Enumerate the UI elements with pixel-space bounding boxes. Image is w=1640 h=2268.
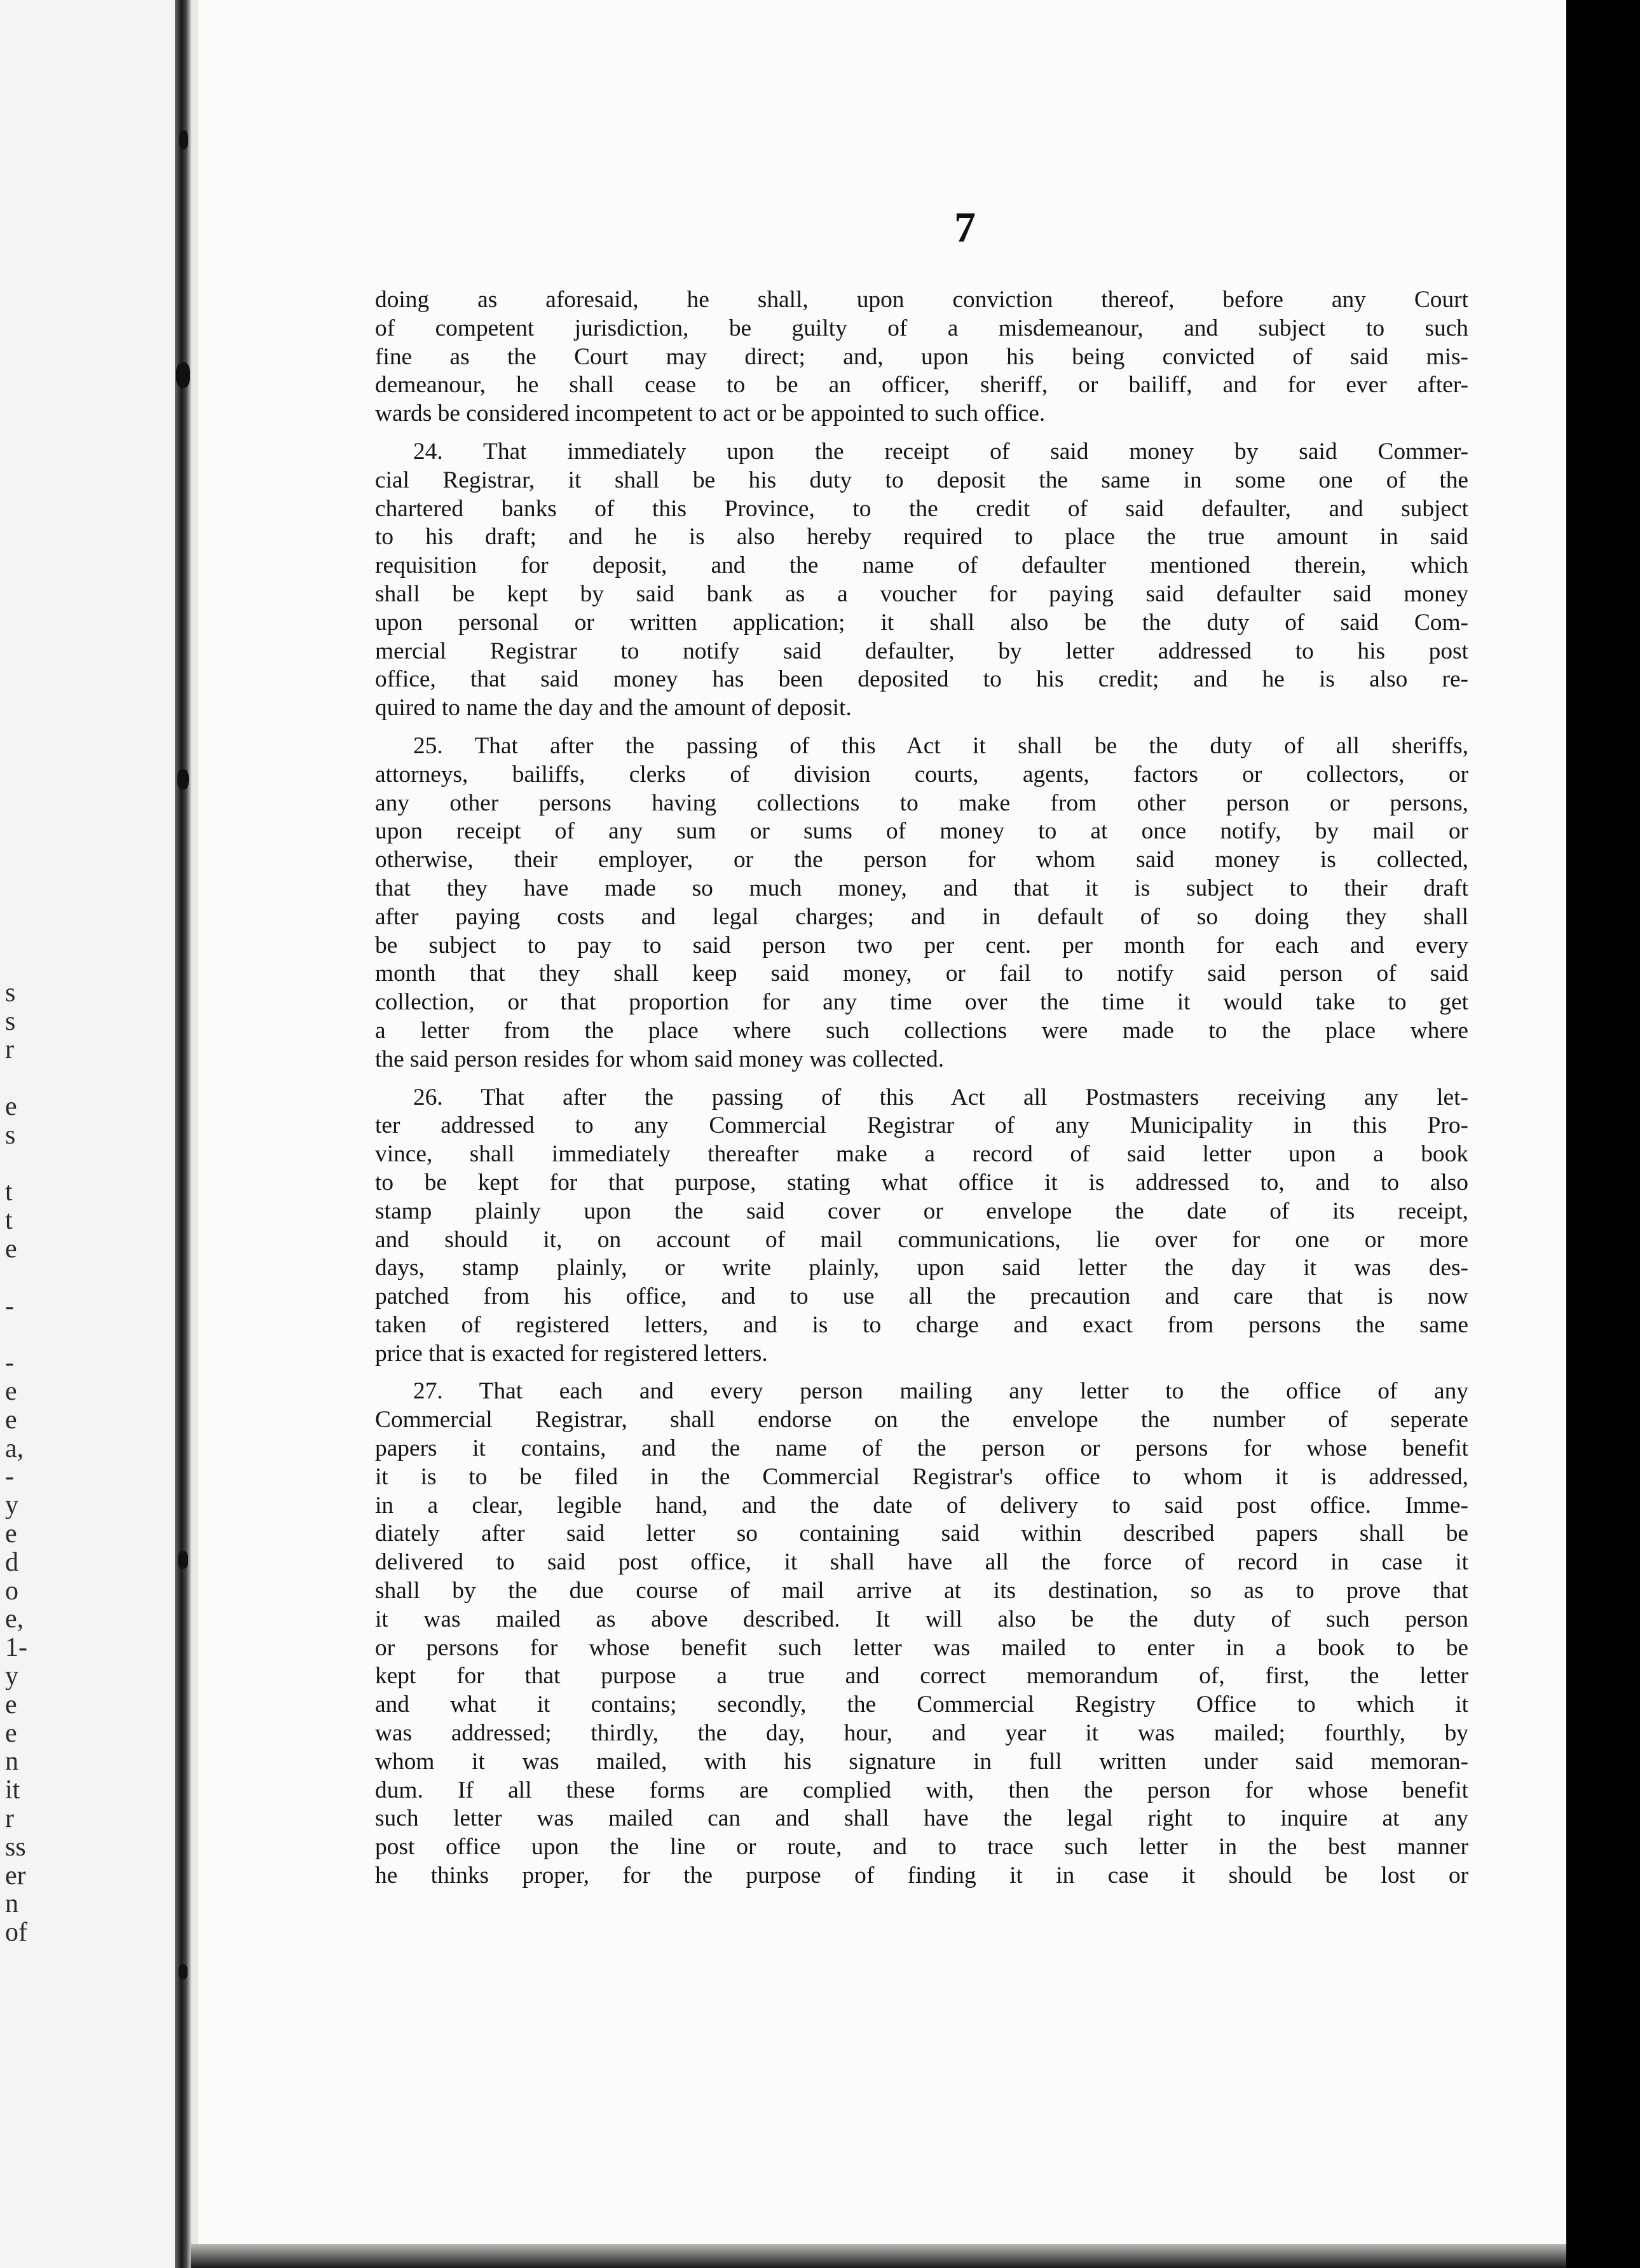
facing-page-letter: t bbox=[5, 1177, 13, 1207]
scan-border-right bbox=[1566, 0, 1640, 2268]
paragraph-p24 bbox=[375, 438, 1468, 723]
text-line: and should it, on account of mail communications, lie over for one or more bbox=[375, 1226, 1468, 1253]
facing-page-letter: 1- bbox=[5, 1633, 27, 1663]
facing-page-letter: - bbox=[5, 1462, 14, 1492]
text-line: in a clear, legible hand, and the date of delivery to said post office. Imme- bbox=[375, 1492, 1468, 1519]
facing-page-letter: e bbox=[5, 1091, 17, 1121]
facing-page-letter: n bbox=[5, 1889, 18, 1919]
text-line: wards be considered incompetent to act or be appointed to such office. bbox=[375, 400, 1046, 427]
facing-page-letter: e, bbox=[5, 1604, 24, 1634]
text-line: such letter was mailed can and shall have the legal right to inquire at any bbox=[375, 1805, 1468, 1832]
facing-page-letter: y bbox=[5, 1491, 18, 1520]
facing-page-letter: r bbox=[5, 1803, 14, 1833]
text-line: the said person resides for whom said money was collected. bbox=[375, 1046, 945, 1072]
text-line: or persons for whose benefit such letter was mailed to enter in a book to be bbox=[375, 1634, 1468, 1661]
text-line: taken of registered letters, and is to charge and exact from persons the same bbox=[375, 1311, 1468, 1338]
facing-page-letter: e bbox=[5, 1376, 17, 1406]
page-body bbox=[375, 286, 1468, 1890]
text-line: and what it contains; secondly, the Commercial Registry Office to which it bbox=[375, 1691, 1468, 1718]
text-line: upon receipt of any sum or sums of money to at once notify, by mail or bbox=[375, 818, 1468, 845]
text-line: days, stamp plainly, or write plainly, upon said letter the day it was des- bbox=[375, 1255, 1468, 1281]
facing-page-letter: n bbox=[5, 1747, 18, 1777]
document-page bbox=[198, 0, 1566, 2244]
text-line: he thinks proper, for the purpose of finding it in case it should be lost or bbox=[375, 1862, 1468, 1889]
facing-page-letter: r bbox=[5, 1035, 14, 1065]
text-line: patched from his office, and to use all the precaution and care that is now bbox=[375, 1283, 1468, 1310]
text-line: shall by the due course of mail arrive at its destination, so as to prove that bbox=[375, 1578, 1468, 1604]
facing-page-letter: a, bbox=[5, 1433, 24, 1463]
text-line: demeanour, he shall cease to be an officer, sheriff, or bailiff, and for ever after- bbox=[375, 372, 1468, 399]
text-line: month that they shall keep said money, or fail to notify said person of said bbox=[375, 960, 1468, 987]
text-line: it was mailed as above described. It will also be the duty of such person bbox=[375, 1606, 1468, 1632]
binding-mark bbox=[177, 769, 189, 789]
facing-page-letter: d bbox=[5, 1547, 18, 1577]
text-line: collection, or that proportion for any time over the time it would take to get bbox=[375, 989, 1468, 1016]
facing-page-letter: - bbox=[5, 1348, 14, 1378]
paragraph-p26 bbox=[375, 1084, 1468, 1369]
binding-mark bbox=[176, 362, 190, 388]
text-line: otherwise, their employer, or the person for whom said money is collected, bbox=[375, 847, 1468, 873]
facing-page-letter: e bbox=[5, 1690, 17, 1719]
text-line: to his draft; and he is also hereby required to place the true amount in said bbox=[375, 524, 1468, 550]
text-line: vince, shall immediately thereafter make a record of said letter upon a book bbox=[375, 1141, 1468, 1168]
facing-page-letter: er bbox=[5, 1861, 26, 1890]
binding-mark bbox=[179, 130, 188, 149]
text-line: office, that said money has been deposited to his credit; and he is also re- bbox=[375, 666, 1468, 693]
facing-page-letter: s bbox=[5, 1120, 16, 1150]
text-line: any other persons having collections to make from other person or persons, bbox=[375, 789, 1468, 816]
text-line: stamp plainly upon the said cover or envelope the date of its receipt, bbox=[375, 1198, 1468, 1224]
text-line: price that is exacted for registered letters. bbox=[375, 1340, 768, 1367]
text-line: requisition for deposit, and the name of defaulter mentioned therein, which bbox=[375, 552, 1468, 579]
facing-page-letter: e bbox=[5, 1718, 17, 1748]
text-line: post office upon the line or route, and to trace such letter in the best manner bbox=[375, 1834, 1468, 1861]
book-binding bbox=[175, 0, 191, 2268]
text-line: fine as the Court may direct; and, upon his being convicted of said mis- bbox=[375, 343, 1468, 370]
text-line: it is to be filed in the Commercial Registrar's office to whom it is addressed, bbox=[375, 1463, 1468, 1490]
facing-page-letter: - bbox=[5, 1291, 14, 1321]
facing-page-bleed-text bbox=[5, 950, 43, 1947]
text-line: papers it contains, and the name of the person or persons for whose benefit bbox=[375, 1435, 1468, 1462]
text-line: to be kept for that purpose, stating what office it is addressed to, and to also bbox=[375, 1169, 1468, 1196]
text-line: Commercial Registrar, shall endorse on the envelope the number of seperate bbox=[375, 1407, 1468, 1433]
text-line: be subject to pay to said person two per cent. per month for each and every bbox=[375, 932, 1468, 959]
text-line: 27. That each and every person mailing any letter to the office of any bbox=[413, 1378, 1468, 1405]
scan-border-bottom bbox=[191, 2244, 1566, 2268]
text-line: was addressed; thirdly, the day, hour, and year it was mailed; fourthly, by bbox=[375, 1720, 1468, 1747]
paragraph-p27 bbox=[375, 1377, 1468, 1890]
text-line: doing as aforesaid, he shall, upon conviction thereof, before any Court bbox=[375, 287, 1468, 313]
facing-page-letter: s bbox=[5, 978, 16, 1008]
text-line: 26. That after the passing of this Act all Postmasters receiving any let- bbox=[413, 1084, 1468, 1110]
binding-mark bbox=[178, 1551, 188, 1569]
text-line: that they have made so much money, and that it is subject to their draft bbox=[375, 875, 1468, 901]
text-line: 25. That after the passing of this Act it shall be the duty of all sheriffs, bbox=[413, 732, 1468, 759]
facing-page-letter: of bbox=[5, 1918, 27, 1948]
facing-page-letter: e bbox=[5, 1519, 17, 1548]
page-number: 7 bbox=[954, 203, 976, 251]
text-line: of competent jurisdiction, be guilty of a misdemeanour, and subject to such bbox=[375, 315, 1468, 341]
text-line: cial Registrar, it shall be his duty to deposit the same in some one of the bbox=[375, 467, 1468, 493]
text-line: attorneys, bailiffs, clerks of division courts, agents, factors or collectors, or bbox=[375, 761, 1468, 788]
text-line: shall be kept by said bank as a voucher for paying said defaulter said money bbox=[375, 580, 1468, 607]
facing-page-letter: it bbox=[5, 1775, 20, 1805]
text-line: delivered to said post office, it shall have all the force of record in case it bbox=[375, 1549, 1468, 1576]
facing-page-edge bbox=[0, 0, 191, 2268]
facing-page-letter: t bbox=[5, 1206, 13, 1236]
paragraph-p25 bbox=[375, 732, 1468, 1074]
page-gutter bbox=[191, 0, 198, 2268]
text-line: 24. That immediately upon the receipt of said money by said Commer- bbox=[413, 438, 1468, 465]
facing-page-letter: s bbox=[5, 1006, 16, 1036]
text-line: mercial Registrar to notify said defaulter, by letter addressed to his post bbox=[375, 638, 1468, 664]
text-line: chartered banks of this Province, to the credit of said defaulter, and subject bbox=[375, 495, 1468, 522]
paragraph-p23-cont bbox=[375, 286, 1468, 428]
binding-mark bbox=[179, 1964, 188, 1979]
text-line: quired to name the day and the amount of deposit. bbox=[375, 695, 852, 721]
text-line: dum. If all these forms are complied with, then the person for whose benefit bbox=[375, 1777, 1468, 1803]
text-line: kept for that purpose a true and correct memorandum of, first, the letter bbox=[375, 1663, 1468, 1690]
facing-page-letter bbox=[5, 1320, 43, 1349]
facing-page-letter: e bbox=[5, 1234, 17, 1264]
facing-page-letter: e bbox=[5, 1405, 17, 1435]
text-line: diately after said letter so containing said within described papers shall be bbox=[375, 1520, 1468, 1547]
facing-page-letter: o bbox=[5, 1576, 18, 1606]
text-line: after paying costs and legal charges; and in default of so doing they shall bbox=[375, 903, 1468, 930]
text-line: a letter from the place where such collections were made to the place where bbox=[375, 1017, 1468, 1044]
facing-page-letter bbox=[5, 1264, 43, 1292]
text-line: whom it was mailed, with his signature in full written under said memoran- bbox=[375, 1748, 1468, 1775]
text-line: upon personal or written application; it shall also be the duty of said Com- bbox=[375, 609, 1468, 636]
facing-page-letter bbox=[5, 1064, 43, 1093]
facing-page-letter: y bbox=[5, 1661, 18, 1691]
facing-page-letter bbox=[5, 950, 43, 979]
text-line: ter addressed to any Commercial Registrar of any Municipality in this Pro- bbox=[375, 1112, 1468, 1139]
facing-page-letter bbox=[5, 1150, 43, 1178]
facing-page-letter: ss bbox=[5, 1832, 26, 1862]
